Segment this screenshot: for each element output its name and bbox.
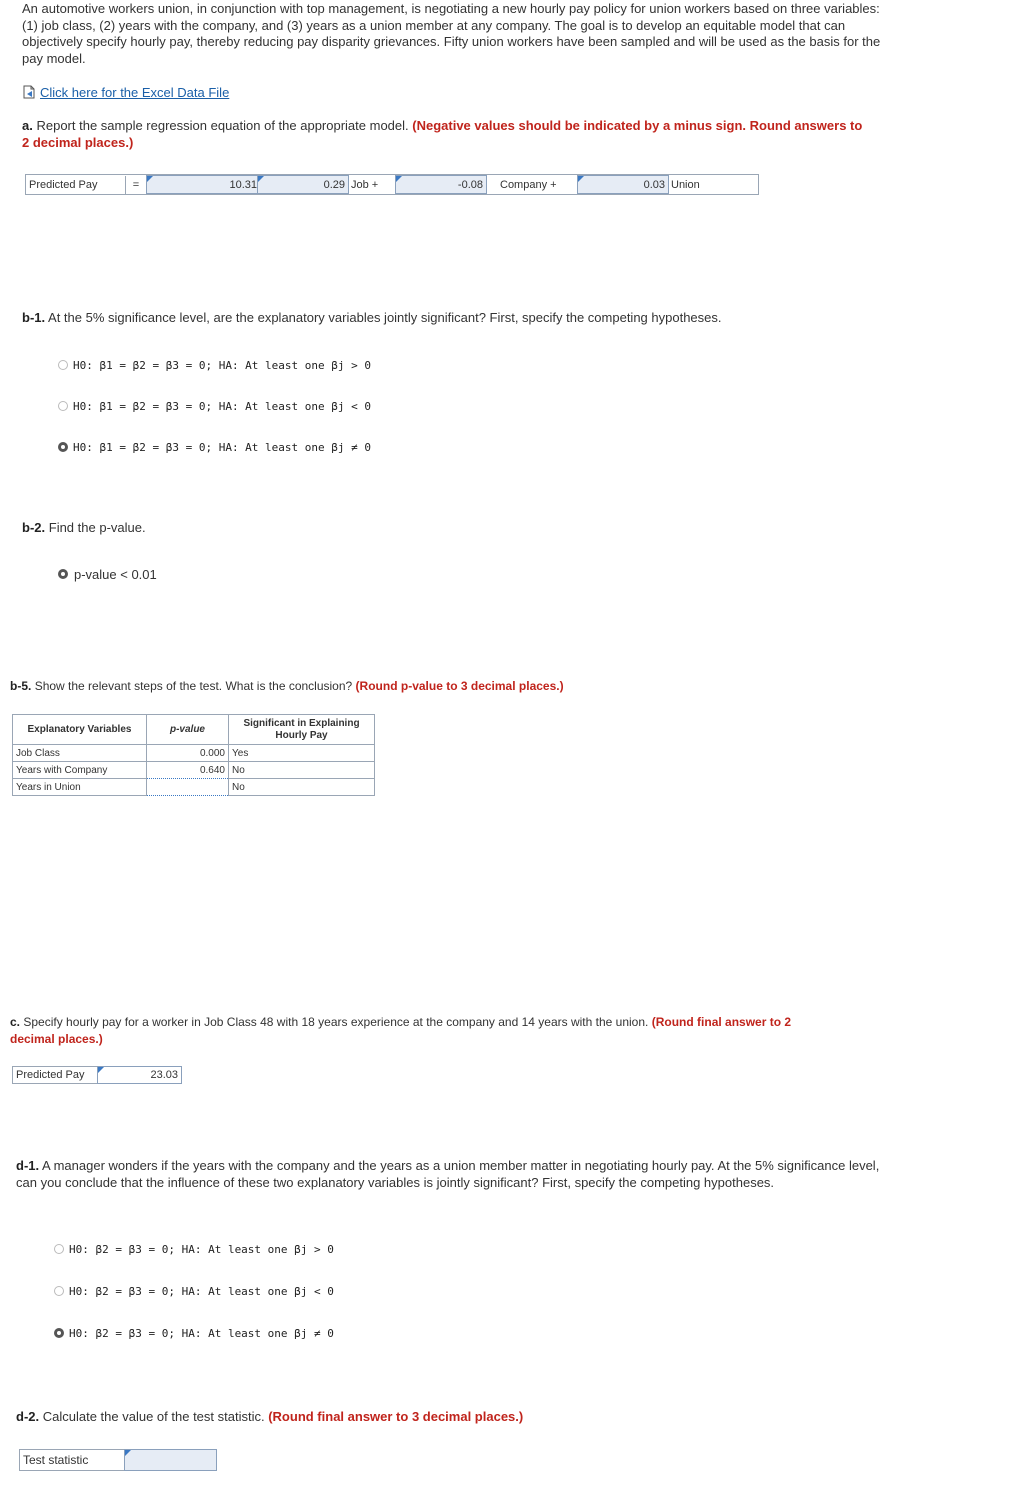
flag-icon	[147, 176, 153, 182]
flag-icon	[578, 176, 584, 182]
part-a-note: (Negative values should be indicated by a minus sign. Round answers to 2 decimal places.)	[22, 118, 863, 150]
variable-cell: Years with Company	[13, 762, 147, 779]
part-b1-label: b-1.	[22, 310, 46, 325]
part-d1-question	[16, 1158, 891, 1191]
intro-text: An automotive workers union, in conjunction with top management, is negotiating a new hourly pay policy for union workers based on three variables: (1) job class, (2) years with the company, and (3) years as a union member at any company. The goal is to develop an equitable model that can objectively specify hourly pay, thereby reducing pay disparity grievances. Fifty union workers have been sampled and will be used as the basis for the pay model.	[22, 1, 881, 66]
b1-option-3[interactable]	[58, 440, 458, 456]
part-b2-question	[22, 520, 146, 537]
variable-cell: Years in Union	[13, 779, 147, 796]
part-d2-label: d-2.	[16, 1409, 40, 1424]
part-c-text: Specify hourly pay for a worker in Job Class 48 with 18 years experience at the company and 14 years with the union.	[23, 1015, 649, 1029]
part-b2-label: b-2.	[22, 520, 46, 535]
d1-option-3[interactable]	[54, 1326, 434, 1342]
part-b5-label: b-5.	[10, 679, 32, 693]
part-d1-label: d-1.	[16, 1158, 40, 1173]
test-statistic-field[interactable]	[124, 1449, 217, 1471]
part-d2-text: Calculate the value of the test statistic.	[42, 1409, 265, 1424]
d1-option-2[interactable]	[54, 1284, 434, 1300]
part-d2-question	[16, 1409, 816, 1426]
pvalue-cell[interactable]: 0.640	[147, 762, 229, 779]
significant-cell[interactable]: No	[229, 762, 375, 779]
predicted-pay-field[interactable]: 23.03	[97, 1066, 182, 1084]
header-pvalue: p-value	[147, 715, 229, 745]
significant-cell[interactable]: No	[229, 779, 375, 796]
table-row	[13, 762, 375, 779]
radio-button-selected[interactable]	[54, 1328, 64, 1338]
radio-button[interactable]	[58, 360, 68, 370]
equals-sign: =	[125, 176, 147, 194]
radio-button[interactable]	[54, 1244, 64, 1254]
part-b2-text: Find the p-value.	[48, 520, 146, 535]
flag-icon	[258, 176, 264, 182]
significant-cell[interactable]: Yes	[229, 745, 375, 762]
part-b5-text: Show the relevant steps of the test. What is the conclusion?	[34, 679, 353, 693]
table-header-row	[13, 715, 375, 745]
radio-button-selected[interactable]	[58, 569, 68, 579]
part-c-label: c.	[10, 1015, 21, 1029]
table-row	[13, 779, 375, 796]
header-significant: Significant in Explaining Hourly Pay	[229, 715, 375, 745]
table-row	[13, 745, 375, 762]
radio-button[interactable]	[54, 1286, 64, 1296]
part-b5-note: (Round p-value to 3 decimal places.)	[355, 679, 564, 693]
job-label: Job +	[351, 179, 379, 191]
d1-option-text: H0: β2 = β3 = 0; HA: At least one βj > 0	[69, 1243, 334, 1256]
flag-icon	[125, 1450, 131, 1456]
d1-option-text: H0: β2 = β3 = 0; HA: At least one βj < 0	[69, 1285, 334, 1298]
radio-button[interactable]	[58, 401, 68, 411]
predicted-pay-label: Predicted Pay	[16, 1069, 85, 1081]
excel-data-link[interactable]: Click here for the Excel Data File	[40, 85, 230, 100]
union-coef-field[interactable]: 0.03	[577, 175, 669, 194]
flag-icon	[396, 176, 402, 182]
b1-option-1[interactable]	[58, 358, 458, 374]
pvalue-cell[interactable]	[147, 779, 229, 796]
b2-answer-text: p-value < 0.01	[74, 567, 157, 582]
radio-button-selected[interactable]	[58, 442, 68, 452]
regression-equation-row	[25, 174, 759, 195]
part-c-question	[10, 1014, 810, 1047]
significance-table	[12, 714, 375, 796]
part-d1-text: A manager wonders if the years with the company and the years as a union member matter in negotiating hourly pay. At the 5% significance level, can you conclude that the influence of these two explanatory variables is jointly significant? First, specify the competing hypotheses.	[16, 1158, 880, 1190]
d1-option-text: H0: β2 = β3 = 0; HA: At least one βj ≠ 0	[69, 1327, 334, 1340]
pvalue-cell[interactable]: 0.000	[147, 745, 229, 762]
flag-icon	[98, 1067, 104, 1073]
company-label: Company +	[500, 179, 557, 191]
b1-option-text: H0: β1 = β2 = β3 = 0; HA: At least one βj > 0	[73, 359, 372, 372]
variable-cell: Job Class	[13, 745, 147, 762]
b1-option-2[interactable]	[58, 399, 458, 415]
intercept-field[interactable]: 10.31	[146, 175, 261, 194]
header-variables: Explanatory Variables	[13, 715, 147, 745]
part-b5-question	[10, 678, 910, 695]
part-d2-note: (Round final answer to 3 decimal places.)	[268, 1409, 524, 1424]
test-statistic-row	[19, 1449, 217, 1471]
d1-option-1[interactable]	[54, 1242, 434, 1258]
part-a-text: Report the sample regression equation of the appropriate model.	[36, 118, 409, 133]
company-coef-field[interactable]: -0.08	[395, 175, 487, 194]
b1-option-text: H0: β1 = β2 = β3 = 0; HA: At least one βj < 0	[73, 400, 372, 413]
b1-option-text: H0: β1 = β2 = β3 = 0; HA: At least one βj ≠ 0	[73, 441, 372, 454]
predicted-pay-row	[12, 1066, 181, 1084]
part-c-note: (Round final answer to 2 decimal places.)	[10, 1015, 792, 1046]
part-b1-text: At the 5% significance level, are the explanatory variables jointly significant? First, specify the competing hypotheses.	[48, 310, 722, 325]
part-a-question	[22, 118, 872, 151]
part-b1-question	[22, 310, 922, 327]
union-label: Union	[671, 179, 700, 191]
file-icon	[22, 85, 36, 99]
predicted-pay-label: Predicted Pay	[29, 179, 98, 191]
test-statistic-label: Test statistic	[23, 1453, 89, 1467]
job-coef-field[interactable]: 0.29	[257, 175, 349, 194]
b2-answer[interactable]	[58, 567, 258, 583]
part-a-label: a.	[22, 118, 33, 133]
